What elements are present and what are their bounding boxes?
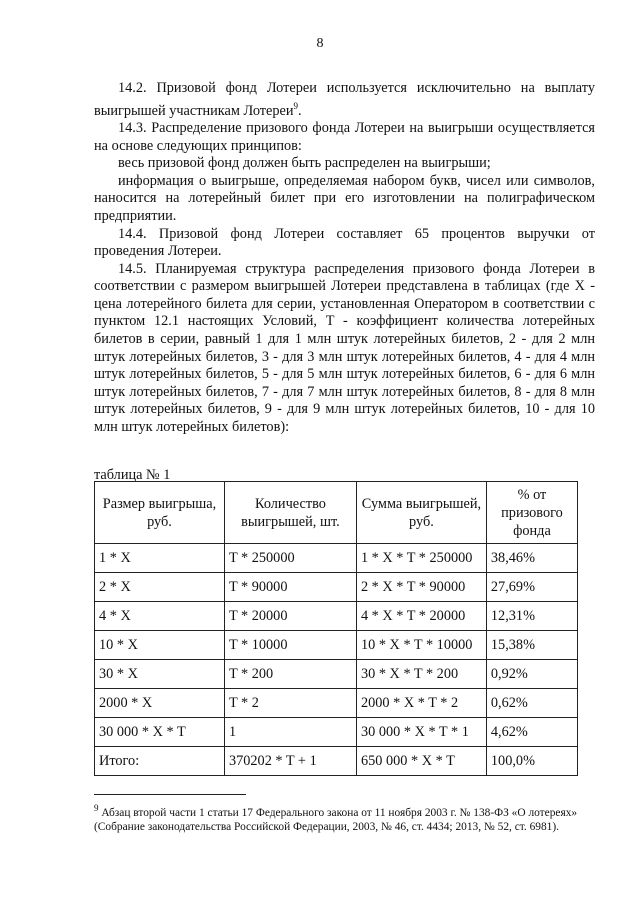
paragraph-14-2-end: . (298, 102, 302, 119)
table-row (95, 631, 578, 660)
cell-fund-percent: 15,38% (486, 631, 577, 660)
table-row (95, 660, 578, 689)
footnote-number: 9 (94, 803, 99, 813)
table-row (95, 689, 578, 718)
cell-prize-size: 30 * X (95, 660, 225, 689)
header-prize-sum: Сумма выигрышей, руб. (356, 482, 486, 544)
footnote-ref[interactable]: 9 (293, 100, 299, 111)
cell-prize-count: 1 (224, 718, 356, 747)
cell-fund-percent: 4,62% (486, 718, 577, 747)
paragraph-14-2-text: 14.2. Призовой фонд Лотереи используется исключительно на выплату выигрышей участникам Лотереи (94, 80, 595, 119)
cell-prize-count: T * 10000 (224, 631, 356, 660)
cell-total-sum: 650 000 * X * T (356, 747, 486, 776)
cell-prize-sum: 2000 * X * T * 2 (356, 689, 486, 718)
cell-fund-percent: 0,62% (486, 689, 577, 718)
table-caption: таблица № 1 (94, 467, 171, 483)
cell-prize-count: T * 20000 (224, 602, 356, 631)
table-row (95, 602, 578, 631)
header-prize-size: Размер выигрыша, руб. (95, 482, 225, 544)
cell-prize-sum: 1 * X * T * 250000 (356, 544, 486, 573)
paragraph-14-4: 14.4. Призовой фонд Лотереи составляет 65 процентов выручки от проведения Лотереи. (94, 225, 595, 260)
table-row (95, 573, 578, 602)
paragraph-14-5: 14.5. Планируемая структура распределения призового фонда Лотереи в соответствии с размером выигрышей Лотереи представлена в таблицах (где X - цена лотерейного билета для серии, установленная Оператором в соответствии с пунктом 12.1 настоящих Условий, T - коэффициент количества лотерейных билетов в серии, равный 1 для 1 млн штук лотерейных билетов, 2 - для 2 млн штук лотерейных билетов, 3 - для 3 млн штук лотерейных билетов, 4 - для 4 млн штук лотерейных билетов, 5 - для 5 млн штук лотерейных билетов, 6 - для 6 млн штук лотерейных билетов, 7 - для 7 млн штук лотерейных билетов, 8 - для 8 млн штук лотерейных билетов, 9 - для 9 млн штук лотерейных билетов, 10 - для 10 млн штук лотерейных билетов): (94, 260, 595, 436)
page-number: 8 (316, 36, 324, 51)
principle-item-1: весь призовой фонд должен быть распределен на выигрыши; (118, 155, 491, 172)
paragraph-14-3: 14.3. Распределение призового фонда Лотереи на выигрыши осуществляется на основе следующих принципов: (94, 119, 595, 154)
prize-table (94, 481, 578, 776)
cell-fund-percent: 0,92% (486, 660, 577, 689)
cell-fund-percent: 27,69% (486, 573, 577, 602)
cell-prize-sum: 10 * X * T * 10000 (356, 631, 486, 660)
header-prize-count: Количество выигрышей, шт. (224, 482, 356, 544)
cell-total-count: 370202 * T + 1 (224, 747, 356, 776)
cell-prize-count: T * 250000 (224, 544, 356, 573)
table-header-row (95, 482, 578, 544)
cell-prize-size: 4 * X (95, 602, 225, 631)
cell-total-percent: 100,0% (486, 747, 577, 776)
cell-total-label: Итого: (95, 747, 225, 776)
cell-prize-size: 2 * X (95, 573, 225, 602)
cell-prize-size: 2000 * X (95, 689, 225, 718)
cell-prize-size: 30 000 * X * T (95, 718, 225, 747)
footnote-divider (94, 794, 246, 795)
cell-prize-count: T * 200 (224, 660, 356, 689)
header-fund-percent: % от призового фонда (486, 482, 577, 544)
principle-item-2: информация о выигрыше, определяемая набором букв, чисел или символов, наносится на лотерейный билет при его изготовлении на полиграфическом предприятии. (94, 172, 595, 224)
footnote (94, 801, 589, 835)
cell-prize-sum: 30 000 * X * T * 1 (356, 718, 486, 747)
cell-fund-percent: 12,31% (486, 602, 577, 631)
paragraph-14-2 (94, 80, 595, 120)
cell-prize-count: T * 2 (224, 689, 356, 718)
table-total-row (95, 747, 578, 776)
cell-prize-sum: 30 * X * T * 200 (356, 660, 486, 689)
cell-prize-size: 1 * X (95, 544, 225, 573)
cell-prize-sum: 4 * X * T * 20000 (356, 602, 486, 631)
footnote-text: Абзац второй части 1 статьи 17 Федерального закона от 11 ноября 2003 г. № 138-ФЗ «О лотереях» (Собрание законодательства Российской Федерации, 2003, № 46, ст. 4434; 2013, № 52, ст. 6981). (94, 806, 578, 834)
document-body (94, 80, 595, 437)
table-row (95, 544, 578, 573)
table-row (95, 718, 578, 747)
cell-prize-sum: 2 * X * T * 90000 (356, 573, 486, 602)
cell-prize-size: 10 * X (95, 631, 225, 660)
cell-prize-count: T * 90000 (224, 573, 356, 602)
cell-fund-percent: 38,46% (486, 544, 577, 573)
